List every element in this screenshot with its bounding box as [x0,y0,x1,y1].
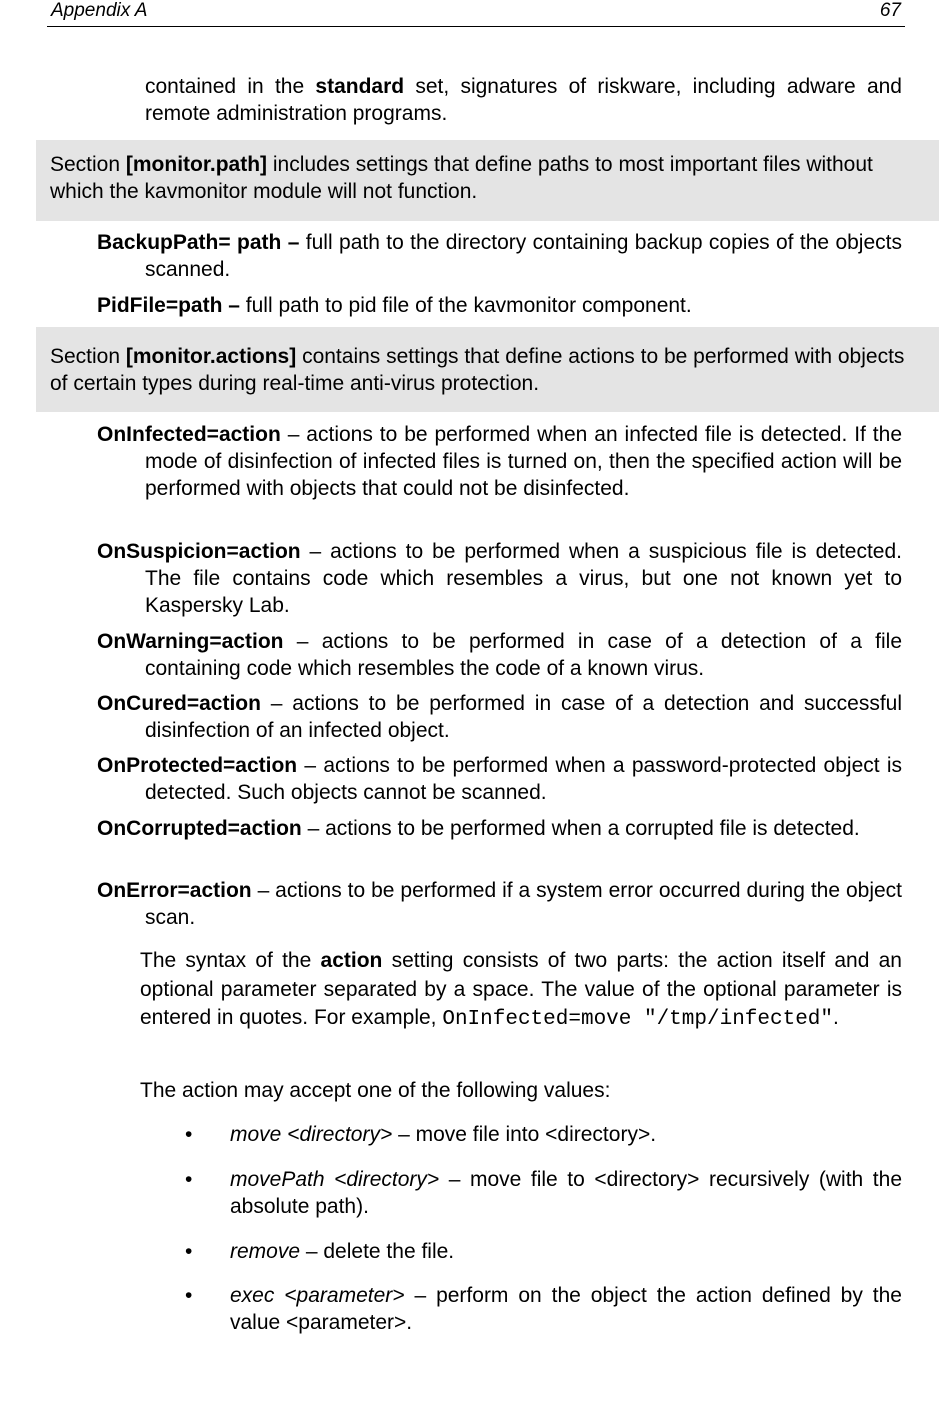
setting-name: OnCured=action [97,692,261,715]
page-header [47,0,905,27]
setting-name: OnProtected=action [97,754,298,777]
syntax-bold: action [320,949,383,972]
syntax-text: The syntax of the [140,949,321,972]
syntax-paragraph [140,947,902,1035]
intro-text-end: set, signatures of riskware, including adware and remote administration programs. [145,75,902,125]
setting-desc: – actions to be performed if a system error occurred during the object scan. [145,879,902,929]
value-desc: – delete the file. [300,1240,455,1263]
setting-backuppath [97,229,902,283]
value-term: exec <parameter> [230,1284,405,1307]
syntax-text-end: . [833,1006,839,1029]
section-path-box [36,140,939,221]
setting-oninfected [97,421,902,502]
section-actions-name: [monitor.actions] [125,345,297,368]
value-term: remove [230,1240,301,1263]
setting-name: OnWarning=action [97,630,284,653]
setting-onwarning [97,628,902,682]
section-path-pre: Section [50,153,126,176]
value-term: movePath <directory> [230,1168,440,1191]
header-section-title: Appendix A [51,0,148,21]
bullet-icon: • [185,1123,193,1146]
setting-onerror [97,877,902,931]
setting-name: BackupPath= path [97,231,282,254]
value-desc: – move file into <directory>. [392,1123,657,1146]
syntax-text-mid: setting consists of two parts: the action itself and an optional parameter separated by a space. The value of the optional parameter is entered in quotes. For example, [140,949,902,1029]
setting-name: OnCorrupted=action [97,817,302,840]
section-path-desc: includes settings that define paths to most important files without which the kavmonitor module will not function. [50,153,873,203]
value-term: move <directory> [230,1123,393,1146]
intro-bold: standard [315,75,405,98]
section-path-name: [monitor.path] [125,153,268,176]
bullet-icon: • [185,1168,193,1191]
header-page-number: 67 [879,0,901,21]
setting-name: OnInfected=action [97,423,281,446]
setting-oncured [97,690,902,744]
setting-name: OnSuspicion=action [97,540,301,563]
setting-name: OnError=action [97,879,252,902]
setting-desc: full path to pid file of the kavmonitor component. [245,294,692,317]
section-actions-desc: contains settings that define actions to be performed with objects of certain types during real-time anti-virus protection. [50,345,905,395]
section-actions-pre: Section [50,345,126,368]
setting-pidfile [97,292,902,319]
setting-dash: – [222,294,246,317]
setting-desc: – actions to be performed in case of a detection of a file containing code which resembles the code of a known virus. [145,630,902,680]
setting-onsuspicion [97,538,902,619]
value-desc: – perform on the object the action defined by the value <parameter>. [230,1284,902,1334]
setting-desc: – actions to be performed when a password-protected object is detected. Such objects cannot be scanned. [145,754,902,804]
setting-name: PidFile=path [97,294,223,317]
section-actions-text [50,343,926,397]
intro-text: contained in the [145,75,316,98]
setting-dash: – [281,231,306,254]
section-path-text [50,151,926,205]
setting-desc: – actions to be performed in case of a detection and successful disinfection of an infected object. [145,692,902,742]
bullet-icon: • [185,1240,193,1263]
value-desc: – move file to <directory> recursively (with the absolute path). [230,1168,902,1218]
setting-desc: full path to the directory containing backup copies of the objects scanned. [145,231,902,281]
setting-oncorrupted [97,815,902,842]
setting-onprotected [97,752,902,806]
setting-desc: – actions to be performed when a suspicious file is detected. The file contains code which resembles a virus, but one not known yet to Kaspersky Lab. [145,540,902,617]
bullet-icon: • [185,1284,193,1307]
section-actions-box [36,327,939,412]
intro-paragraph [145,73,902,127]
setting-desc: – actions to be performed when a corrupted file is detected. [301,817,860,840]
syntax-code-example: OnInfected=move "/tmp/infected" [442,1008,834,1031]
values-intro: The action may accept one of the following values: [140,1079,611,1102]
setting-desc: – actions to be performed when an infected file is detected. If the mode of disinfection of infected files is turned on, then the specified action will be performed with objects that could not be disinfected. [145,423,902,500]
